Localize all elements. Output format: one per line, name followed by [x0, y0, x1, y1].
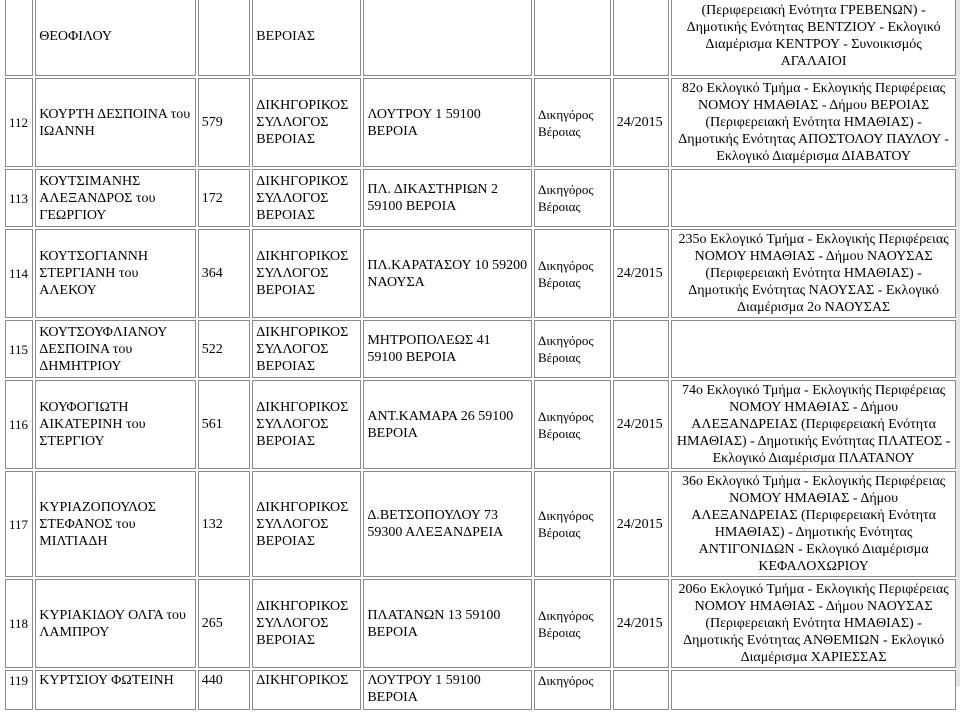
specialty-cell: Δικηγόρος [534, 670, 611, 710]
specialty-cell: Δικηγόρος Βέροιας [534, 169, 611, 227]
term-cell [613, 169, 670, 227]
specialty-cell [534, 0, 611, 76]
electoral-region-cell: 235ο Εκλογικό Τμήμα - Εκλογικής Περιφέρειας ΝΟΜΟΥ ΗΜΑΘΙΑΣ - Δήμου ΝΑΟΥΣΑΣ (Περιφερειακή Ενότητα ΗΜΑΘΙΑΣ) - Δημοτικής Ενότητας ΝΑΟΥΣΑΣ - Εκλογικό Διαμέρισμα 2ο ΝΑΟΥΣΑΣ [671, 229, 956, 318]
table-row [5, 0, 956, 76]
registry-code-cell: 440 [198, 670, 251, 710]
bar-association-cell: ΒΕΡΟΙΑΣ [252, 0, 361, 76]
address-cell: ΛΟΥΤΡΟΥ 1 59100 ΒΕΡΟΙΑ [363, 670, 532, 710]
registry-code-cell: 561 [198, 380, 251, 469]
registry-code-cell: 132 [198, 471, 251, 577]
name-cell: ΚΥΡΙΑΖΟΠΟΥΛΟΣ ΣΤΕΦΑΝΟΣ του ΜΙΛΤΙΑΔΗ [35, 471, 196, 577]
specialty-cell: Δικηγόρος Βέροιας [534, 380, 611, 469]
row-number-cell: 112 [5, 78, 33, 167]
row-number-cell: 118 [5, 579, 33, 668]
name-cell: ΚΥΡΤΣΙΟΥ ΦΩΤΕΙΝΗ [35, 670, 196, 710]
table-row [5, 229, 956, 318]
term-cell: 24/2015 [613, 380, 670, 469]
bar-association-cell: ΔΙΚΗΓΟΡΙΚΟΣ [252, 670, 361, 710]
specialty-cell: Δικηγόρος Βέροιας [534, 229, 611, 318]
bar-association-cell: ΔΙΚΗΓΟΡΙΚΟΣ ΣΥΛΛΟΓΟΣ ΒΕΡΟΙΑΣ [252, 471, 361, 577]
address-cell: ΑΝΤ.ΚΑΜΑΡΑ 26 59100 ΒΕΡΟΙΑ [363, 380, 532, 469]
specialty-cell: Δικηγόρος Βέροιας [534, 78, 611, 167]
address-cell: Δ.ΒΕΤΣΟΠΟΥΛΟΥ 73 59300 ΑΛΕΞΑΝΔΡΕΙΑ [363, 471, 532, 577]
term-cell: 24/2015 [613, 579, 670, 668]
bar-association-cell: ΔΙΚΗΓΟΡΙΚΟΣ ΣΥΛΛΟΓΟΣ ΒΕΡΟΙΑΣ [252, 320, 361, 378]
table-row [5, 169, 956, 227]
table-row [5, 78, 956, 167]
electoral-region-cell [671, 320, 956, 378]
registry-code-cell: 265 [198, 579, 251, 668]
table-row [5, 670, 956, 710]
row-number-cell: 119 [5, 670, 33, 710]
registry-code-cell: 522 [198, 320, 251, 378]
electoral-region-cell [671, 670, 956, 710]
address-cell: ΠΛ. ΔΙΚΑΣΤΗΡΙΩΝ 2 59100 ΒΕΡΟΙΑ [363, 169, 532, 227]
bar-association-cell: ΔΙΚΗΓΟΡΙΚΟΣ ΣΥΛΛΟΓΟΣ ΒΕΡΟΙΑΣ [252, 380, 361, 469]
name-cell: ΚΟΥΡΤΗ ΔΕΣΠΟΙΝΑ του ΙΩΑΝΝΗ [35, 78, 196, 167]
row-number-cell: 117 [5, 471, 33, 577]
registry-code-cell [198, 0, 251, 76]
term-cell: 24/2015 [613, 78, 670, 167]
specialty-cell: Δικηγόρος Βέροιας [534, 579, 611, 668]
term-cell [613, 670, 670, 710]
electoral-region-cell: 36ο Εκλογικό Τμήμα - Εκλογικής Περιφέρειας ΝΟΜΟΥ ΗΜΑΘΙΑΣ - Δήμου ΑΛΕΞΑΝΔΡΕΙΑΣ (Περιφερειακή Ενότητα ΗΜΑΘΙΑΣ) - Δημοτικής Ενότητας ΑΝΤΙΓΟΝΙΔΩΝ - Εκλογικό Διαμέρισμα ΚΕΦΑΛΟΧΩΡΙΟΥ [671, 471, 956, 577]
registry-table-body [5, 0, 956, 710]
row-number-cell: 115 [5, 320, 33, 378]
row-number-cell [5, 0, 33, 76]
address-cell: ΜΗΤΡΟΠΟΛΕΩΣ 41 59100 ΒΕΡΟΙΑ [363, 320, 532, 378]
electoral-region-cell [671, 169, 956, 227]
name-cell: ΘΕΟΦΙΛΟΥ [35, 0, 196, 76]
term-cell: 24/2015 [613, 229, 670, 318]
name-cell: ΚΟΥΦΟΓΙΩΤΗ ΑΙΚΑΤΕΡΙΝΗ του ΣΤΕΡΓΙΟΥ [35, 380, 196, 469]
specialty-cell: Δικηγόρος Βέροιας [534, 320, 611, 378]
bar-association-cell: ΔΙΚΗΓΟΡΙΚΟΣ ΣΥΛΛΟΓΟΣ ΒΕΡΟΙΑΣ [252, 169, 361, 227]
registry-code-cell: 364 [198, 229, 251, 318]
name-cell: ΚΟΥΤΣΙΜΑΝΗΣ ΑΛΕΞΑΝΔΡΟΣ του ΓΕΩΡΓΙΟΥ [35, 169, 196, 227]
table-row [5, 320, 956, 378]
table-row [5, 579, 956, 668]
electoral-region-cell: 82ο Εκλογικό Τμήμα - Εκλογικής Περιφέρειας ΝΟΜΟΥ ΗΜΑΘΙΑΣ - Δήμου ΒΕΡΟΙΑΣ (Περιφερειακή Ενότητα ΗΜΑΘΙΑΣ) - Δημοτικής Ενότητας ΑΠΟΣΤΟΛΟΥ ΠΑΥΛΟΥ - Εκλογικό Διαμέρισμα ΔΙΑΒΑΤΟΥ [671, 78, 956, 167]
address-cell [363, 0, 532, 76]
electoral-region-cell: 74ο Εκλογικό Τμήμα - Εκλογικής Περιφέρειας ΝΟΜΟΥ ΗΜΑΘΙΑΣ - Δήμου ΑΛΕΞΑΝΔΡΕΙΑΣ (Περιφερειακή Ενότητα ΗΜΑΘΙΑΣ) - Δημοτικής Ενότητας ΠΛΑΤΕΟΣ - Εκλογικό Διαμέρισμα ΠΛΑΤΑΝΟΥ [671, 380, 956, 469]
term-cell: 24/2015 [613, 471, 670, 577]
vertical-scrollbar[interactable] [956, 0, 960, 687]
table-row [5, 380, 956, 469]
registry-code-cell: 579 [198, 78, 251, 167]
row-number-cell: 114 [5, 229, 33, 318]
term-cell [613, 320, 670, 378]
name-cell: ΚΟΥΤΣΟΥΦΛΙΑΝΟΥ ΔΕΣΠΟΙΝΑ του ΔΗΜΗΤΡΙΟΥ [35, 320, 196, 378]
registry-table [3, 0, 958, 712]
registry-code-cell: 172 [198, 169, 251, 227]
table-row [5, 471, 956, 577]
row-number-cell: 113 [5, 169, 33, 227]
row-number-cell: 116 [5, 380, 33, 469]
specialty-cell: Δικηγόρος Βέροιας [534, 471, 611, 577]
address-cell: ΛΟΥΤΡΟΥ 1 59100 ΒΕΡΟΙΑ [363, 78, 532, 167]
address-cell: ΠΛ.ΚΑΡΑΤΑΣΟΥ 10 59200 ΝΑΟΥΣΑ [363, 229, 532, 318]
address-cell: ΠΛΑΤΑΝΩΝ 13 59100 ΒΕΡΟΙΑ [363, 579, 532, 668]
electoral-region-cell: 206ο Εκλογικό Τμήμα - Εκλογικής Περιφέρειας ΝΟΜΟΥ ΗΜΑΘΙΑΣ - Δήμου ΝΑΟΥΣΑΣ (Περιφερειακή Ενότητα ΗΜΑΘΙΑΣ) - Δημοτικής Ενότητας ΑΝΘΕΜΙΩΝ - Εκλογικό Διαμέρισμα ΧΑΡΙΕΣΣΑΣ [671, 579, 956, 668]
electoral-region-cell: (Περιφερειακή Ενότητα ΓΡΕΒΕΝΩΝ) - Δημοτικής Ενότητας ΒΕΝΤΖΙΟΥ - Εκλογικό Διαμέρισμα ΚΕΝΤΡΟΥ - Συνοικισμός ΑΓΑΛΑΙΟΙ [671, 0, 956, 76]
bar-association-cell: ΔΙΚΗΓΟΡΙΚΟΣ ΣΥΛΛΟΓΟΣ ΒΕΡΟΙΑΣ [252, 579, 361, 668]
bar-association-cell: ΔΙΚΗΓΟΡΙΚΟΣ ΣΥΛΛΟΓΟΣ ΒΕΡΟΙΑΣ [252, 229, 361, 318]
term-cell [613, 0, 670, 76]
bar-association-cell: ΔΙΚΗΓΟΡΙΚΟΣ ΣΥΛΛΟΓΟΣ ΒΕΡΟΙΑΣ [252, 78, 361, 167]
name-cell: ΚΟΥΤΣΟΓΙΑΝΝΗ ΣΤΕΡΓΙΑΝΗ του ΑΛΕΚΟΥ [35, 229, 196, 318]
name-cell: ΚΥΡΙΑΚΙΔΟΥ ΟΛΓΑ του ΛΑΜΠΡΟΥ [35, 579, 196, 668]
